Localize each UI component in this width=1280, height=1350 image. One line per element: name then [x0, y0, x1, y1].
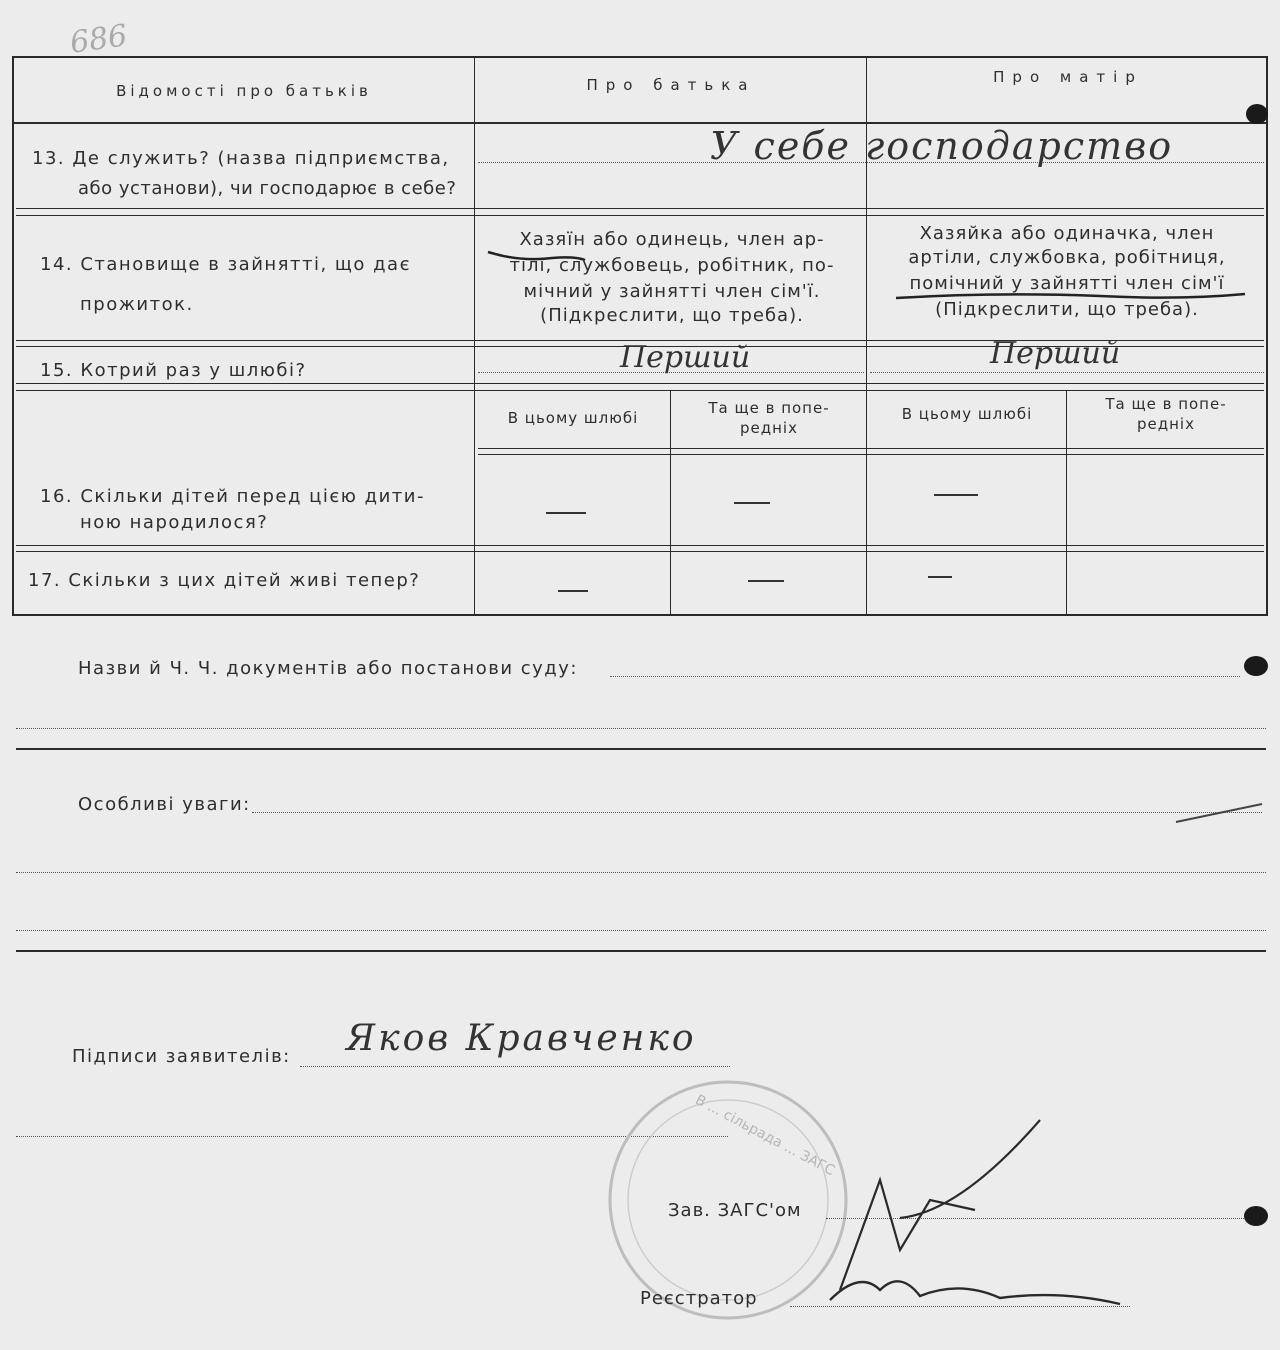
mother-option-line4: (Підкреслити, що треба).: [935, 299, 1199, 320]
row15-father-handwritten: Перший: [620, 340, 751, 375]
subheader-father-this-marriage: В цьому шлюбі: [507, 409, 639, 427]
row16-question-line1: 16. Скільки дітей перед цією дити-: [40, 486, 425, 507]
punch-hole-2: [1244, 656, 1268, 676]
page-number: 686: [67, 18, 130, 61]
punch-hole-1: [1246, 104, 1268, 124]
subheader-mother-this-marriage: В цьому шлюбі: [901, 405, 1033, 423]
subheader-father-previous-line1: Та ще в попе-: [708, 399, 830, 417]
row13-answer-handwritten: У себе господарство: [710, 124, 1174, 168]
applicant-signature: Яков Кравченко: [346, 1018, 697, 1059]
registrar-label: Реєстратор: [640, 1288, 758, 1309]
row13-question-line1: 13. Де служить? (назва підприємства,: [32, 148, 450, 169]
father-option-line2: тілі, службовець, робітник, по-: [509, 255, 835, 276]
subheader-mother-previous-line2: редніх: [1137, 415, 1195, 433]
row15-question: 15. Котрий раз у шлюбі?: [40, 360, 307, 381]
mother-option-line3: помічний у зайнятті член сім'ї: [909, 273, 1225, 294]
subheader-father-previous-line2: редніх: [740, 419, 798, 437]
header-mother: Про матір: [993, 68, 1143, 86]
row13-question-line2: або установи), чи господарює в себе?: [78, 178, 457, 199]
father-option-line1: Хазяїн або одинець, член ар-: [519, 229, 825, 250]
header-parents-info: Відомості про батьків: [116, 82, 372, 100]
documents-label: Назви й Ч. Ч. документів або постанови суду:: [78, 658, 578, 679]
row17-question: 17. Скільки з цих дітей живі тепер?: [28, 570, 421, 591]
row15-mother-handwritten: Перший: [990, 336, 1121, 371]
row14-question-line1: 14. Становище в зайнятті, що дає: [40, 254, 411, 275]
father-option-line4: (Підкреслити, що треба).: [540, 305, 804, 326]
punch-hole-3: [1244, 1206, 1268, 1226]
subheader-mother-previous-line1: Та ще в попе-: [1105, 395, 1227, 413]
notes-label: Особливі уваги:: [78, 794, 251, 815]
signatures-label: Підписи заявителів:: [72, 1046, 291, 1067]
zags-head-label: Зав. ЗАГС'ом: [668, 1200, 802, 1221]
mother-option-line1: Хазяйка або одиначка, член: [919, 223, 1215, 244]
row16-question-line2: ною народилося?: [80, 512, 269, 533]
mother-option-line2: артіли, службовка, робітниця,: [908, 247, 1226, 268]
header-father: Про батька: [586, 76, 756, 94]
row14-question-line2: прожиток.: [80, 294, 194, 315]
stamp-text: В ... сільрада ... ЗАГС: [692, 1092, 838, 1180]
father-option-line3: мічний у зайнятті член сім'ї.: [523, 281, 821, 302]
